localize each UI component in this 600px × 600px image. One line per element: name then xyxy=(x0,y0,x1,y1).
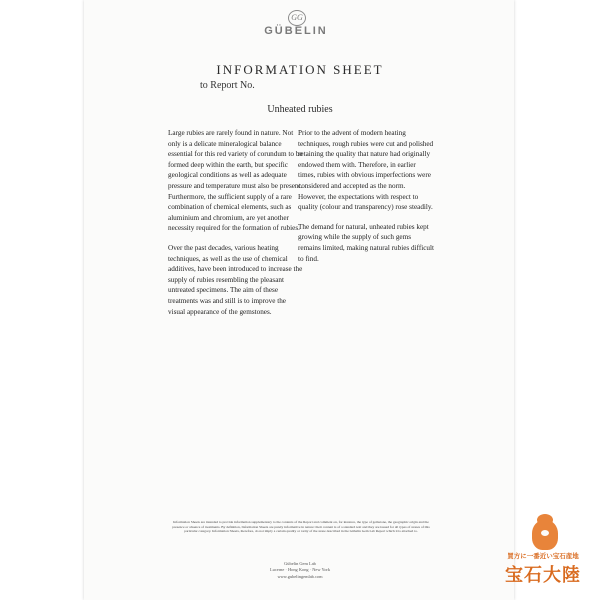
paragraph: Large rubies are rarely found in nature. Not only is a delicate mineralogical balance essential for this red variety of corundum to be formed deep within the earth, but specific geological conditions as well as adequate pressure and temperature must also be present. Furthermore, the sufficient supply of a rare combination of chemical elements, such as aluminium and chromium, are yet another necessity required for the formation of rubies. xyxy=(168,129,303,233)
gubelin-monogram-icon: GG xyxy=(288,10,306,26)
text-column-right xyxy=(298,128,434,273)
brand-logo: GÜBELIN xyxy=(264,25,328,37)
shop-mascot-icon xyxy=(532,520,558,550)
sheet-title: INFORMATION SHEET xyxy=(216,62,384,77)
sheet-heading: Unheated rubies xyxy=(267,104,333,115)
text-column-left xyxy=(168,128,304,326)
lab-locations: Lucerne · Hong Kong · New York xyxy=(269,567,331,573)
lab-website: www.gubelingemlab.com xyxy=(277,573,323,579)
footer-disclaimer: Information Sheets are intended to provide information supplementary to the contents of the Report and comment on, for instance, the type of gemstone, the geographic origin and the presence or absence of treatments. By definition, Information Sheets are purely informative in nature: their content is of a standard text and they are issued for all types of stones of this particular category. Information Sheets, therefore, do not imply a certain quality or rarity of the stone described in the Gübelin Gem Lab Report which it is attached to. xyxy=(172,520,430,534)
paragraph: Prior to the advent of modern heating techniques, rough rubies were cut and polished retaining the quality that nature had originally endowed them with. Therefore, in earlier times, rubies with obvious imperfections were considered and accepted as the norm. However, the expectations with respect to quality (colour and transparency) rose steadily. xyxy=(298,129,434,212)
shop-watermark xyxy=(494,520,592,590)
paragraph: The demand for natural, unheated rubies kept growing while the supply of such gems remains limited, making natural rubies difficult to find. xyxy=(298,222,434,263)
lab-contact xyxy=(250,561,350,580)
report-number-label: to Report No. xyxy=(200,80,255,91)
paragraph: Over the past decades, various heating techniques, as well as the use of chemical additives, have been introduced to increase the supply of rubies resembling the pleasant untreated specimens. The aim of these treatments was and still is to improve the visual appearance of the gemstones. xyxy=(168,243,303,316)
shop-name: 宝石大陸 xyxy=(505,565,581,586)
shop-tagline: 買方に一番近い宝石産地 xyxy=(507,552,579,560)
lab-name: Gübelin Gem Lab xyxy=(284,561,316,566)
